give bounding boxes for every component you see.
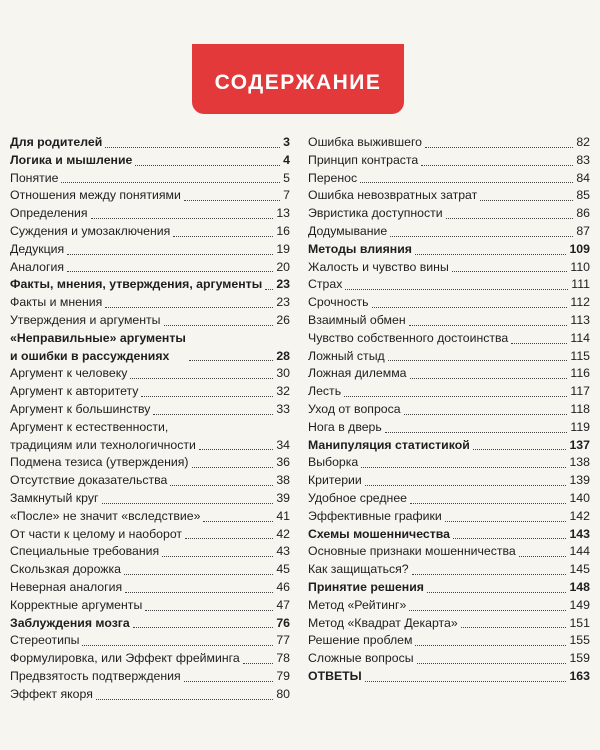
dot-leader <box>203 521 273 522</box>
toc-entry-page: 85 <box>576 188 590 203</box>
toc-entry-title: Аргумент к естественности, традициям или технологичности <box>10 419 196 452</box>
toc-entry-page: 84 <box>576 170 590 185</box>
toc-entry-title: Определения <box>10 206 88 221</box>
toc-entry-title: Дедукция <box>10 241 65 256</box>
toc-section-entry <box>10 152 290 170</box>
toc-entry <box>10 223 290 241</box>
toc-section-entry <box>10 330 290 366</box>
dot-leader <box>105 147 280 148</box>
toc-entry-page: 87 <box>576 223 590 238</box>
dot-leader <box>453 538 567 539</box>
toc-entry-page: 86 <box>576 206 590 221</box>
toc-entry <box>308 650 590 668</box>
dot-leader <box>372 307 568 308</box>
dot-leader <box>345 289 568 290</box>
toc-entry-page: 47 <box>276 597 290 612</box>
toc-entry <box>10 508 290 526</box>
toc-entry-page: 33 <box>276 401 290 416</box>
toc-entry-page: 115 <box>570 348 590 363</box>
dot-leader <box>417 663 567 664</box>
dot-leader <box>82 645 273 646</box>
toc-entry-title: Неверная аналогия <box>10 579 123 594</box>
dot-leader <box>153 414 273 415</box>
toc-entry <box>10 668 290 686</box>
dot-leader <box>461 627 567 628</box>
toc-entry-title: Ошибка выжившего <box>308 135 423 149</box>
toc-entry-page: 144 <box>569 544 590 559</box>
dot-leader <box>173 236 273 237</box>
toc-entry <box>10 561 290 579</box>
toc-entry-page: 46 <box>276 579 290 594</box>
toc-entry <box>10 526 290 544</box>
toc-entry <box>308 401 590 419</box>
toc-entry-title: Чувство собственного достоинства <box>308 330 509 345</box>
toc-entry-title: Скользкая дорожка <box>10 562 122 577</box>
toc-entry-page: 5 <box>283 170 290 185</box>
toc-entry-title: Лесть <box>308 384 342 399</box>
toc-entry-title: Эвристика доступности <box>308 206 443 221</box>
toc-entry-page: 117 <box>570 384 590 399</box>
toc-entry <box>10 187 290 205</box>
dot-leader <box>409 325 568 326</box>
toc-entry <box>308 490 590 508</box>
toc-entry-page: 109 <box>569 241 590 256</box>
toc-entry-page: 79 <box>276 668 290 683</box>
dot-leader <box>480 200 573 201</box>
toc-entry-page: 112 <box>570 295 590 310</box>
dot-leader <box>145 610 273 611</box>
toc-entry-title: От части к целому и наоборот <box>10 526 183 541</box>
dot-leader <box>67 254 273 255</box>
dot-leader <box>473 449 567 450</box>
dot-leader <box>130 378 273 379</box>
toc-entry <box>10 579 290 597</box>
toc-entry-page: 118 <box>570 401 590 416</box>
toc-entry-title: Логика и мышление <box>10 152 133 167</box>
toc-entry <box>308 205 590 223</box>
toc-entry-title: Аргумент к большинству <box>10 401 151 416</box>
toc-entry <box>308 419 590 437</box>
dot-leader <box>388 360 568 361</box>
dot-leader <box>124 574 273 575</box>
toc-entry-title: Принцип контраста <box>308 152 419 167</box>
dot-leader <box>189 360 273 361</box>
toc-entry-title: Страх <box>308 277 343 292</box>
toc-entry-page: 80 <box>276 686 290 701</box>
toc-entry-title: Суждения и умозаключения <box>10 223 171 238</box>
toc-entry <box>10 686 290 704</box>
toc-entry-page: 137 <box>569 437 590 452</box>
toc-entry <box>10 472 290 490</box>
dot-leader <box>135 165 280 166</box>
dot-leader <box>184 681 274 682</box>
dot-leader <box>511 343 567 344</box>
dot-leader <box>446 218 574 219</box>
toc-entry-page: 140 <box>569 490 590 505</box>
dot-leader <box>243 663 274 664</box>
contents-banner <box>192 44 404 114</box>
toc-entry-title: Факты, мнения, утверждения, аргументы <box>10 277 263 292</box>
dot-leader <box>199 449 273 450</box>
toc-entry <box>10 241 290 259</box>
toc-entry <box>308 170 590 188</box>
toc-entry <box>308 454 590 472</box>
toc-entry-page: 26 <box>276 312 290 327</box>
toc-entry-page: 30 <box>276 366 290 381</box>
toc-entry-page: 7 <box>283 188 290 203</box>
toc-entry-title: Принятие решения <box>308 579 424 594</box>
toc-entry <box>308 383 590 401</box>
toc-entry <box>308 223 590 241</box>
toc-entry-title: Манипуляция статистикой <box>308 437 470 452</box>
toc-entry-page: 114 <box>570 330 590 345</box>
toc-entry <box>10 490 290 508</box>
toc-entry-page: 76 <box>276 615 290 630</box>
dot-leader <box>164 325 274 326</box>
toc-entry-title: Эффективные графики <box>308 508 442 523</box>
toc-entry-title: Отсутствие доказательства <box>10 473 168 488</box>
toc-entry-title: Метод «Квадрат Декарта» <box>308 615 458 630</box>
toc-entry-page: 143 <box>569 526 590 541</box>
dot-leader <box>162 556 273 557</box>
toc-entry <box>10 632 290 650</box>
toc-entry-page: 43 <box>276 544 290 559</box>
toc-entry-title: Факты и мнения <box>10 295 103 310</box>
toc-entry <box>308 365 590 383</box>
toc-entry-title: Метод «Рейтинг» <box>308 597 407 612</box>
toc-entry-title: Замкнутый круг <box>10 490 99 505</box>
toc-section-entry <box>308 437 590 455</box>
dot-leader <box>360 182 573 183</box>
dot-leader <box>125 592 273 593</box>
toc-entry-title: Ложный стыд <box>308 348 385 363</box>
dot-leader <box>421 165 573 166</box>
dot-leader <box>61 182 280 183</box>
toc-entry-title: Методы влияния <box>308 241 412 256</box>
toc-entry-title: Подмена тезиса (утверждения) <box>10 455 189 470</box>
dot-leader <box>265 289 273 290</box>
dot-leader <box>409 610 566 611</box>
toc-entry-page: 155 <box>569 633 590 648</box>
dot-leader <box>192 467 274 468</box>
toc-entry <box>10 419 290 455</box>
dot-leader <box>141 396 273 397</box>
toc-entry <box>10 312 290 330</box>
toc-entry-title: Корректные аргументы <box>10 597 143 612</box>
toc-entry-page: 38 <box>276 473 290 488</box>
toc-entry-title: Критерии <box>308 473 362 488</box>
toc-entry-page: 83 <box>576 152 590 167</box>
toc-entry-title: ОТВЕТЫ <box>308 668 362 683</box>
toc-section-entry <box>308 668 590 686</box>
toc-entry <box>308 259 590 277</box>
dot-leader <box>185 538 273 539</box>
dot-leader <box>404 414 568 415</box>
toc-column-right <box>308 134 590 686</box>
dot-leader <box>425 147 573 148</box>
dot-leader <box>445 521 567 522</box>
dot-leader <box>415 254 567 255</box>
toc-entry-page: 145 <box>569 562 590 577</box>
toc-entry-page: 139 <box>569 473 590 488</box>
toc-entry <box>308 508 590 526</box>
toc-entry-page: 23 <box>276 295 290 310</box>
toc-entry <box>10 205 290 223</box>
toc-entry-page: 151 <box>569 615 590 630</box>
toc-entry-page: 41 <box>276 508 290 523</box>
toc-entry-page: 119 <box>570 419 590 434</box>
dot-leader <box>385 432 568 433</box>
toc-entry-title: Для родителей <box>10 135 103 149</box>
toc-entry <box>308 543 590 561</box>
toc-entry-title: Сложные вопросы <box>308 651 414 666</box>
dot-leader <box>170 485 273 486</box>
toc-entry-page: 20 <box>276 259 290 274</box>
dot-leader <box>365 681 567 682</box>
toc-entry-title: Уход от вопроса <box>308 401 401 416</box>
toc-entry-page: 28 <box>276 348 290 363</box>
toc-entry-page: 13 <box>276 206 290 221</box>
toc-entry-page: 23 <box>276 277 290 292</box>
toc-entry-title: «После» не значит «вследствие» <box>10 508 201 523</box>
toc-entry <box>308 134 590 152</box>
toc-entry-page: 45 <box>276 562 290 577</box>
dot-leader <box>67 271 273 272</box>
toc-entry-title: Удобное среднее <box>308 490 407 505</box>
toc-entry-title: Жалость и чувство вины <box>308 259 449 274</box>
toc-entry-page: 111 <box>571 277 590 292</box>
toc-entry <box>10 170 290 188</box>
toc-entry-page: 77 <box>276 633 290 648</box>
dot-leader <box>365 485 567 486</box>
toc-column-left <box>10 134 290 704</box>
dot-leader <box>410 503 566 504</box>
toc-entry-title: Основные признаки мошенничества <box>308 544 516 559</box>
dot-leader <box>410 378 568 379</box>
dot-leader <box>361 467 566 468</box>
toc-entry <box>308 632 590 650</box>
toc-entry <box>10 365 290 383</box>
toc-entry-page: 16 <box>276 223 290 238</box>
toc-entry-page: 82 <box>576 135 590 149</box>
toc-entry-title: Отношения между понятиями <box>10 188 181 203</box>
toc-entry-page: 159 <box>569 651 590 666</box>
toc-entry-page: 142 <box>569 508 590 523</box>
toc-entry-page: 4 <box>283 152 290 167</box>
toc-entry-page: 39 <box>276 490 290 505</box>
toc-entry-title: Выборка <box>308 455 359 470</box>
dot-leader <box>427 592 567 593</box>
toc-entry-page: 149 <box>569 597 590 612</box>
dot-leader <box>390 236 573 237</box>
dot-leader <box>344 396 567 397</box>
toc-entry-page: 163 <box>569 668 590 683</box>
toc-section-entry <box>10 615 290 633</box>
toc-entry <box>10 597 290 615</box>
toc-entry-title: Схемы мошенничества <box>308 526 450 541</box>
toc-entry <box>10 454 290 472</box>
toc-entry <box>10 383 290 401</box>
toc-entry <box>308 187 590 205</box>
dot-leader <box>91 218 274 219</box>
toc-entry-title: Понятие <box>10 170 59 185</box>
toc-entry-title: Перенос <box>308 170 358 185</box>
dot-leader <box>133 627 274 628</box>
toc-entry-page: 32 <box>276 384 290 399</box>
toc-entry-page: 138 <box>569 455 590 470</box>
dot-leader <box>96 699 273 700</box>
dot-leader <box>184 200 280 201</box>
toc-entry-page: 148 <box>569 579 590 594</box>
dot-leader <box>105 307 273 308</box>
toc-entry-title: Ошибка невозвратных затрат <box>308 188 478 203</box>
toc-entry-title: Специальные требования <box>10 544 160 559</box>
toc-entry-title: «Неправильные» аргументы и ошибки в рассуждениях <box>10 330 186 363</box>
toc-entry-page: 3 <box>283 135 290 149</box>
toc-entry-title: Срочность <box>308 295 369 310</box>
toc-entry-title: Решение проблем <box>308 633 413 648</box>
toc-section-entry <box>308 579 590 597</box>
toc-entry-title: Додумывание <box>308 223 388 238</box>
toc-section-entry <box>10 276 290 294</box>
toc-entry-page: 110 <box>570 259 590 274</box>
toc-entry-title: Стереотипы <box>10 633 80 648</box>
toc-entry-title: Нога в дверь <box>308 419 382 434</box>
toc-entry <box>10 543 290 561</box>
toc-entry <box>10 401 290 419</box>
toc-entry <box>308 330 590 348</box>
toc-entry-title: Взаимный обмен <box>308 312 406 327</box>
toc-entry-title: Аргумент к человеку <box>10 366 128 381</box>
toc-entry <box>10 650 290 668</box>
dot-leader <box>452 271 568 272</box>
toc-entry-title: Ложная дилемма <box>308 366 407 381</box>
toc-entry-page: 42 <box>276 526 290 541</box>
toc-entry-title: Как защищаться? <box>308 562 409 577</box>
toc-entry <box>308 615 590 633</box>
page-title: СОДЕРЖАНИЕ <box>214 71 382 94</box>
toc-section-entry <box>10 134 290 152</box>
toc-entry-title: Формулировка, или Эффект фрейминга <box>10 651 240 666</box>
toc-entry-page: 34 <box>276 437 290 452</box>
toc-section-entry <box>308 526 590 544</box>
toc-entry <box>10 294 290 312</box>
toc-entry <box>308 152 590 170</box>
toc-entry <box>308 348 590 366</box>
toc-entry <box>308 561 590 579</box>
toc-entry-title: Эффект якоря <box>10 686 93 701</box>
toc-entry-page: 78 <box>276 651 290 666</box>
toc-section-entry <box>308 241 590 259</box>
dot-leader <box>519 556 567 557</box>
toc-entry <box>308 294 590 312</box>
toc-entry-title: Аналогия <box>10 259 64 274</box>
toc-entry <box>10 259 290 277</box>
toc-entry-title: Аргумент к авторитету <box>10 384 139 399</box>
toc-entry-title: Утверждения и аргументы <box>10 312 161 327</box>
toc-entry <box>308 472 590 490</box>
toc-entry-title: Заблуждения мозга <box>10 615 130 630</box>
toc-entry-page: 116 <box>570 366 590 381</box>
toc-entry-page: 19 <box>276 241 290 256</box>
dot-leader <box>415 645 566 646</box>
dot-leader <box>102 503 274 504</box>
toc-entry <box>308 276 590 294</box>
toc-entry-page: 36 <box>276 455 290 470</box>
toc-entry-title: Предвзятость подтверждения <box>10 668 181 683</box>
toc-entry-page: 113 <box>570 312 590 327</box>
toc-entry <box>308 597 590 615</box>
toc-entry <box>308 312 590 330</box>
dot-leader <box>412 574 567 575</box>
